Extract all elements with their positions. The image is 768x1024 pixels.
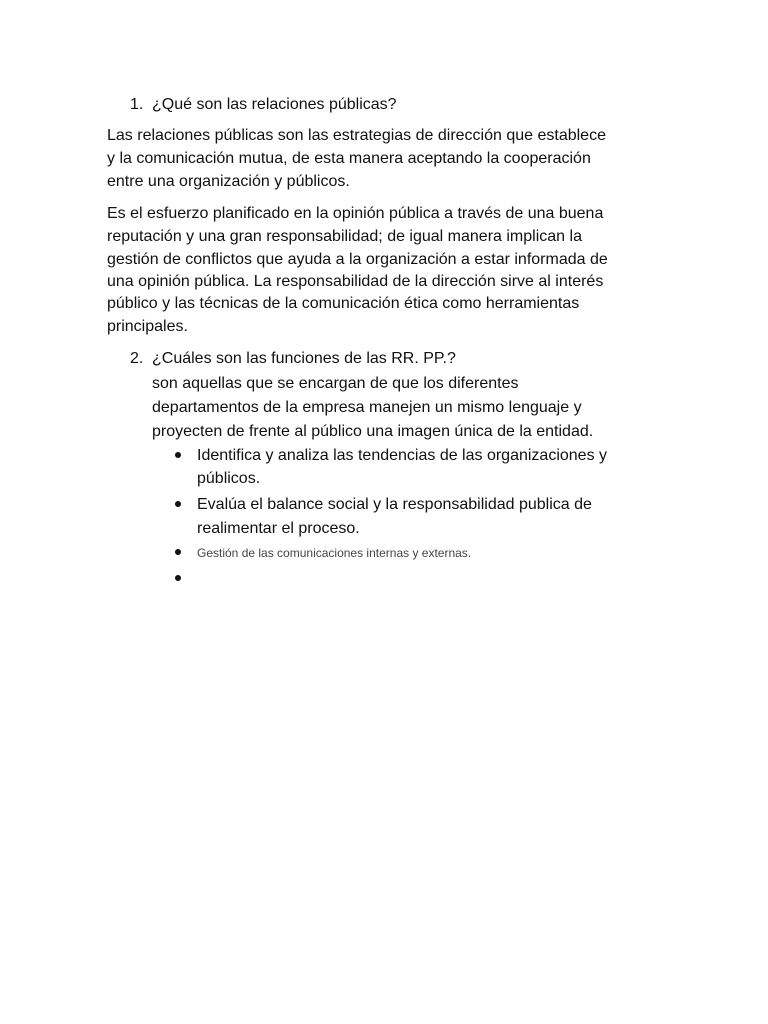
paragraph-1-line: entre una organización y públicos.: [107, 173, 350, 190]
question-2-answer-line: son aquellas que se encargan de que los diferentes: [152, 375, 519, 392]
question-2-answer-line: proyecten de frente al público una imagen única de la entidad.: [152, 423, 594, 440]
paragraph-2-line: Es el esfuerzo planificado en la opinión pública a través de una buena: [107, 205, 604, 222]
bullet-item-line: Evalúa el balance social y la responsabilidad publica de: [197, 496, 592, 513]
question-2-heading: ¿Cuáles son las funciones de las RR. PP.?: [152, 350, 456, 367]
paragraph-2-line: público y las técnicas de la comunicación ética como herramientas: [107, 295, 580, 312]
paragraph-2-line: reputación y una gran responsabilidad; de igual manera implican la: [107, 228, 582, 245]
bullet-item-line: Gestión de las comunicaciones internas y externas.: [197, 546, 472, 560]
bullet-icon: [175, 501, 181, 507]
paragraph-2-line: gestión de conflictos que ayuda a la organización a estar informada de: [107, 251, 608, 268]
question-1-heading: ¿Qué son las relaciones públicas?: [152, 96, 397, 113]
bullet-icon: [175, 575, 181, 581]
question-1-number: 1.: [130, 96, 144, 113]
bullet-icon: [175, 452, 181, 458]
bullet-item-line: realimentar el proceso.: [197, 520, 360, 537]
paragraph-2-line: principales.: [107, 318, 188, 335]
bullet-item-line: públicos.: [197, 470, 261, 487]
paragraph-2-line: una opinión pública. La responsabilidad de la dirección sirve al interés: [107, 273, 604, 290]
bullet-item-line: Identifica y analiza las tendencias de las organizaciones y: [197, 447, 608, 464]
paragraph-1-line: y la comunicación mutua, de esta manera aceptando la cooperación: [107, 150, 591, 167]
bullet-icon: [175, 549, 181, 555]
question-2-number: 2.: [130, 350, 144, 367]
paragraph-1-line: Las relaciones públicas son las estrategias de dirección que establece: [107, 127, 606, 144]
question-2-answer-line: departamentos de la empresa manejen un mismo lenguaje y: [152, 399, 582, 416]
